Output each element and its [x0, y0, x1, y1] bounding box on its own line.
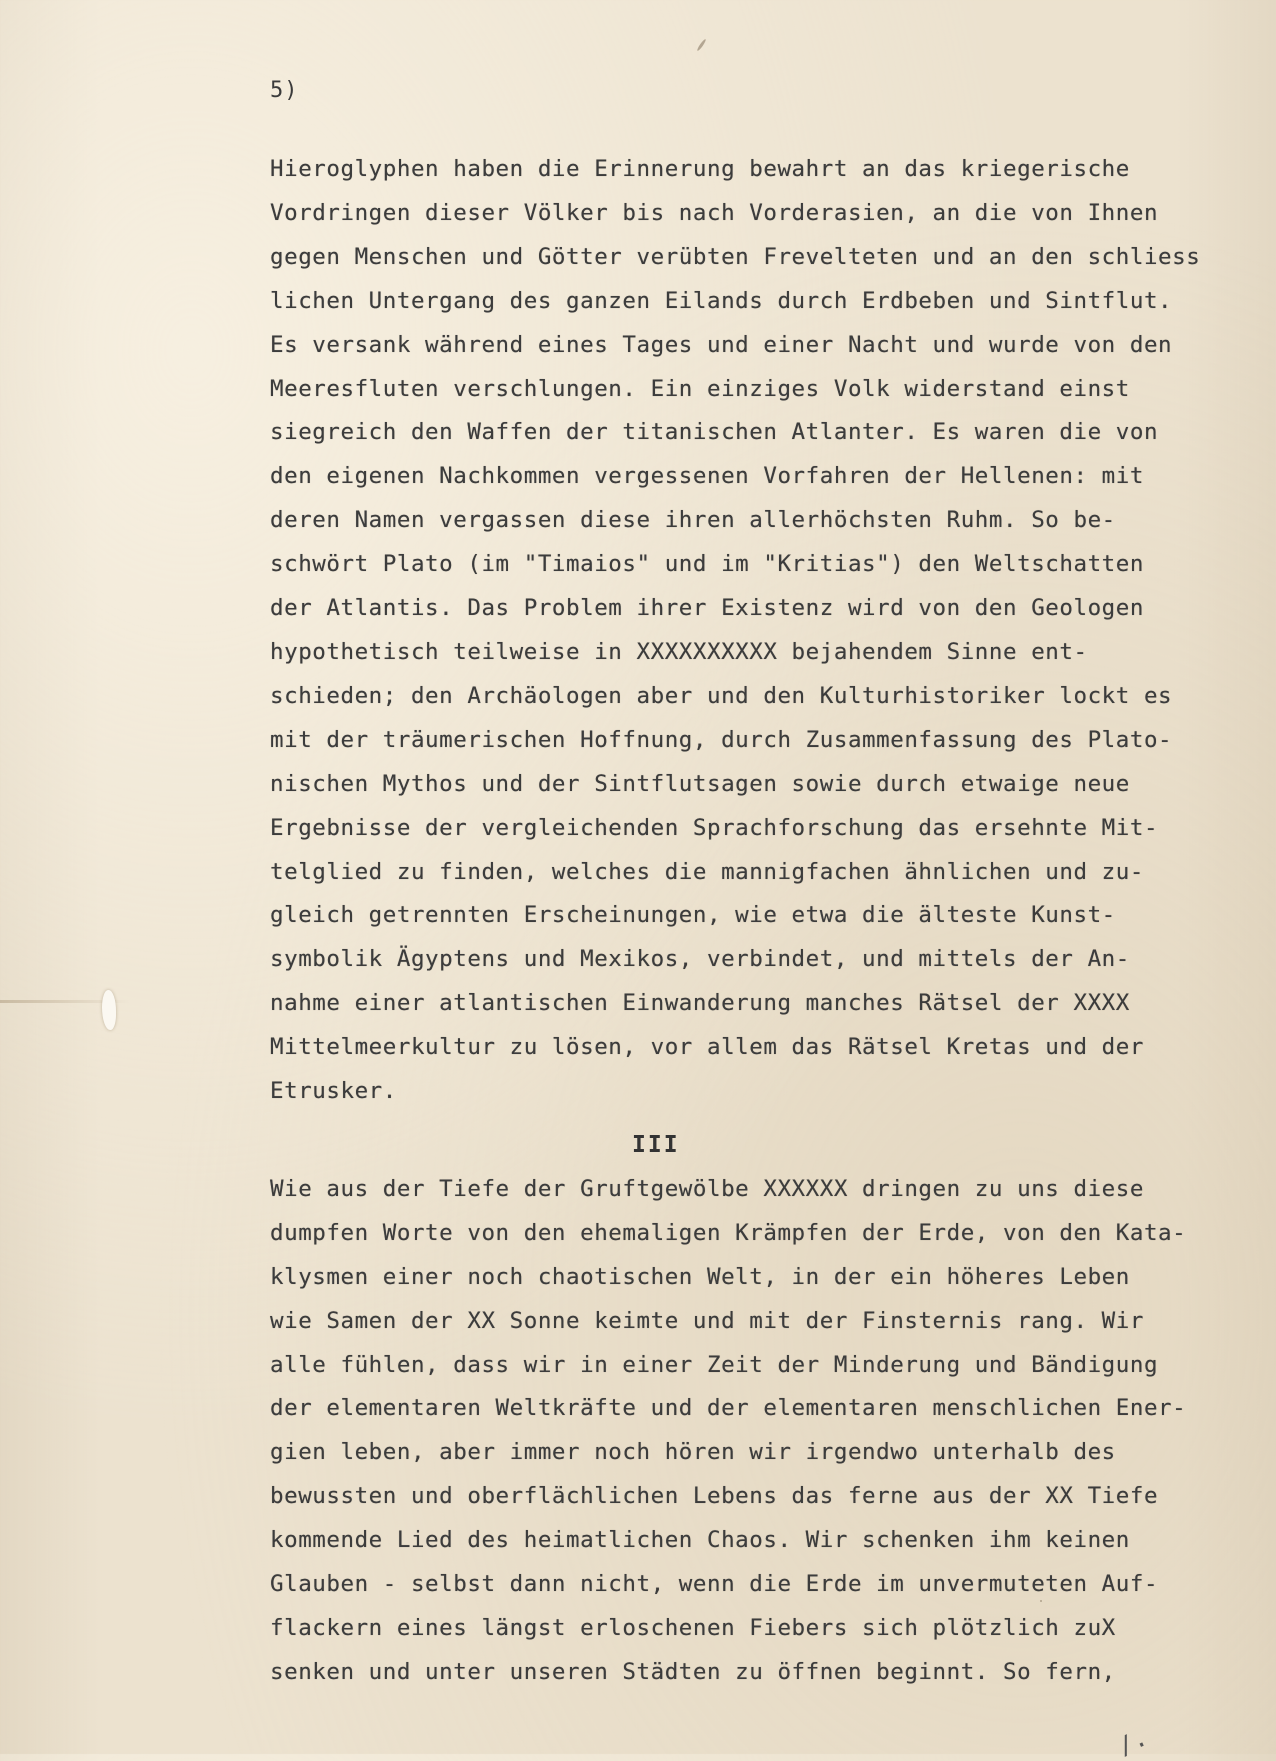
- page-number: 5): [270, 78, 299, 103]
- text-line: Hieroglyphen haben die Erinnerung bewahrt an das kriegerische: [270, 156, 1130, 182]
- text-line: Meeresfluten verschlungen. Ein einziges Volk widerstand einst: [270, 375, 1130, 402]
- section-heading: III: [632, 1131, 680, 1158]
- text-line: wie Samen der XX Sonne keimte und mit der Finsternis rang. Wir: [270, 1307, 1144, 1334]
- text-line: gleich getrennten Erscheinungen, wie etwa die älteste Kunst-: [270, 902, 1116, 929]
- text-line: Ergebnisse der vergleichenden Sprachforschung das ersehnte Mit-: [270, 814, 1159, 841]
- text-line: den eigenen Nachkommen vergessenen Vorfahren der Hellenen: mit: [270, 463, 1144, 490]
- text-line: schieden; den Archäologen aber und den Kulturhistoriker lockt es: [270, 682, 1173, 709]
- text-line: Glauben - selbst dann nicht, wenn die Erde im unvermuteten Auf-: [270, 1571, 1159, 1598]
- text-line: bewussten und oberflächlichen Lebens das ferne aus der XX Tiefe: [270, 1483, 1159, 1510]
- text-line: alle fühlen, dass wir in einer Zeit der Minderung und Bändigung: [270, 1351, 1159, 1378]
- text-line: telglied zu finden, welches die mannigfachen ähnlichen und zu-: [270, 858, 1144, 885]
- text-line: Mittelmeerkultur zu lösen, vor allem das Rätsel Kretas und der: [270, 1034, 1144, 1061]
- typed-text-block: [270, 148, 1270, 1695]
- text-line: gegen Menschen und Götter verübten Frevelteten und an den schliess: [270, 243, 1201, 270]
- text-line: gien leben, aber immer noch hören wir irgendwo unterhalb des: [270, 1439, 1116, 1466]
- text-line: senken und unter unseren Städten zu öffnen beginnt. So fern,: [270, 1658, 1116, 1685]
- text-line: schwört Plato (im "Timaios" und im "Kritias") den Weltschatten: [270, 551, 1144, 578]
- text-line: Etrusker.: [270, 1078, 397, 1105]
- text-line: nahme einer atlantischen Einwanderung manches Rätsel der XXXX: [270, 990, 1130, 1017]
- text-line: lichen Untergang des ganzen Eilands durch Erdbeben und Sintflut.: [270, 287, 1173, 314]
- text-line: flackern eines längst erloschenen Fiebers sich plötzlich zuX: [270, 1615, 1116, 1641]
- text-line: deren Namen vergassen diese ihren allerhöchsten Ruhm. So be-: [270, 507, 1116, 534]
- text-line: siegreich den Waffen der titanischen Atlanter. Es waren die von: [270, 419, 1159, 446]
- text-line: der elementaren Weltkräfte und der elementaren menschlichen Ener-: [270, 1395, 1187, 1422]
- text-line: Wie aus der Tiefe der Gruftgewölbe XXXXXX dringen zu uns diese: [270, 1175, 1144, 1202]
- text-line: dumpfen Worte von den ehemaligen Krämpfen der Erde, von den Kata-: [270, 1219, 1187, 1246]
- text-line: klysmen einer noch chaotischen Welt, in der ein höheres Leben: [270, 1263, 1130, 1290]
- text-line: Es versank während eines Tages und einer Nacht und wurde von den: [270, 331, 1173, 358]
- text-line: mit der träumerischen Hoffnung, durch Zusammenfassung des Plato-: [270, 726, 1173, 753]
- text-line: kommende Lied des heimatlichen Chaos. Wir schenken ihm keinen: [270, 1527, 1130, 1554]
- text-line: Vordringen dieser Völker bis nach Vorderasien, an die von Ihnen: [270, 199, 1159, 226]
- corner-pencil-mark: /.: [1113, 1723, 1152, 1761]
- text-line: nischen Mythos und der Sintflutsagen sowie durch etwaige neue: [270, 770, 1130, 797]
- text-line: der Atlantis. Das Problem ihrer Existenz wird von den Geologen: [270, 595, 1144, 622]
- paper-speck: [696, 38, 706, 51]
- text-line: hypothetisch teilweise in XXXXXXXXXX bejahendem Sinne ent-: [270, 638, 1088, 665]
- text-line: symbolik Ägyptens und Mexikos, verbindet, und mittels der An-: [270, 946, 1130, 973]
- paper-tear: [102, 990, 116, 1030]
